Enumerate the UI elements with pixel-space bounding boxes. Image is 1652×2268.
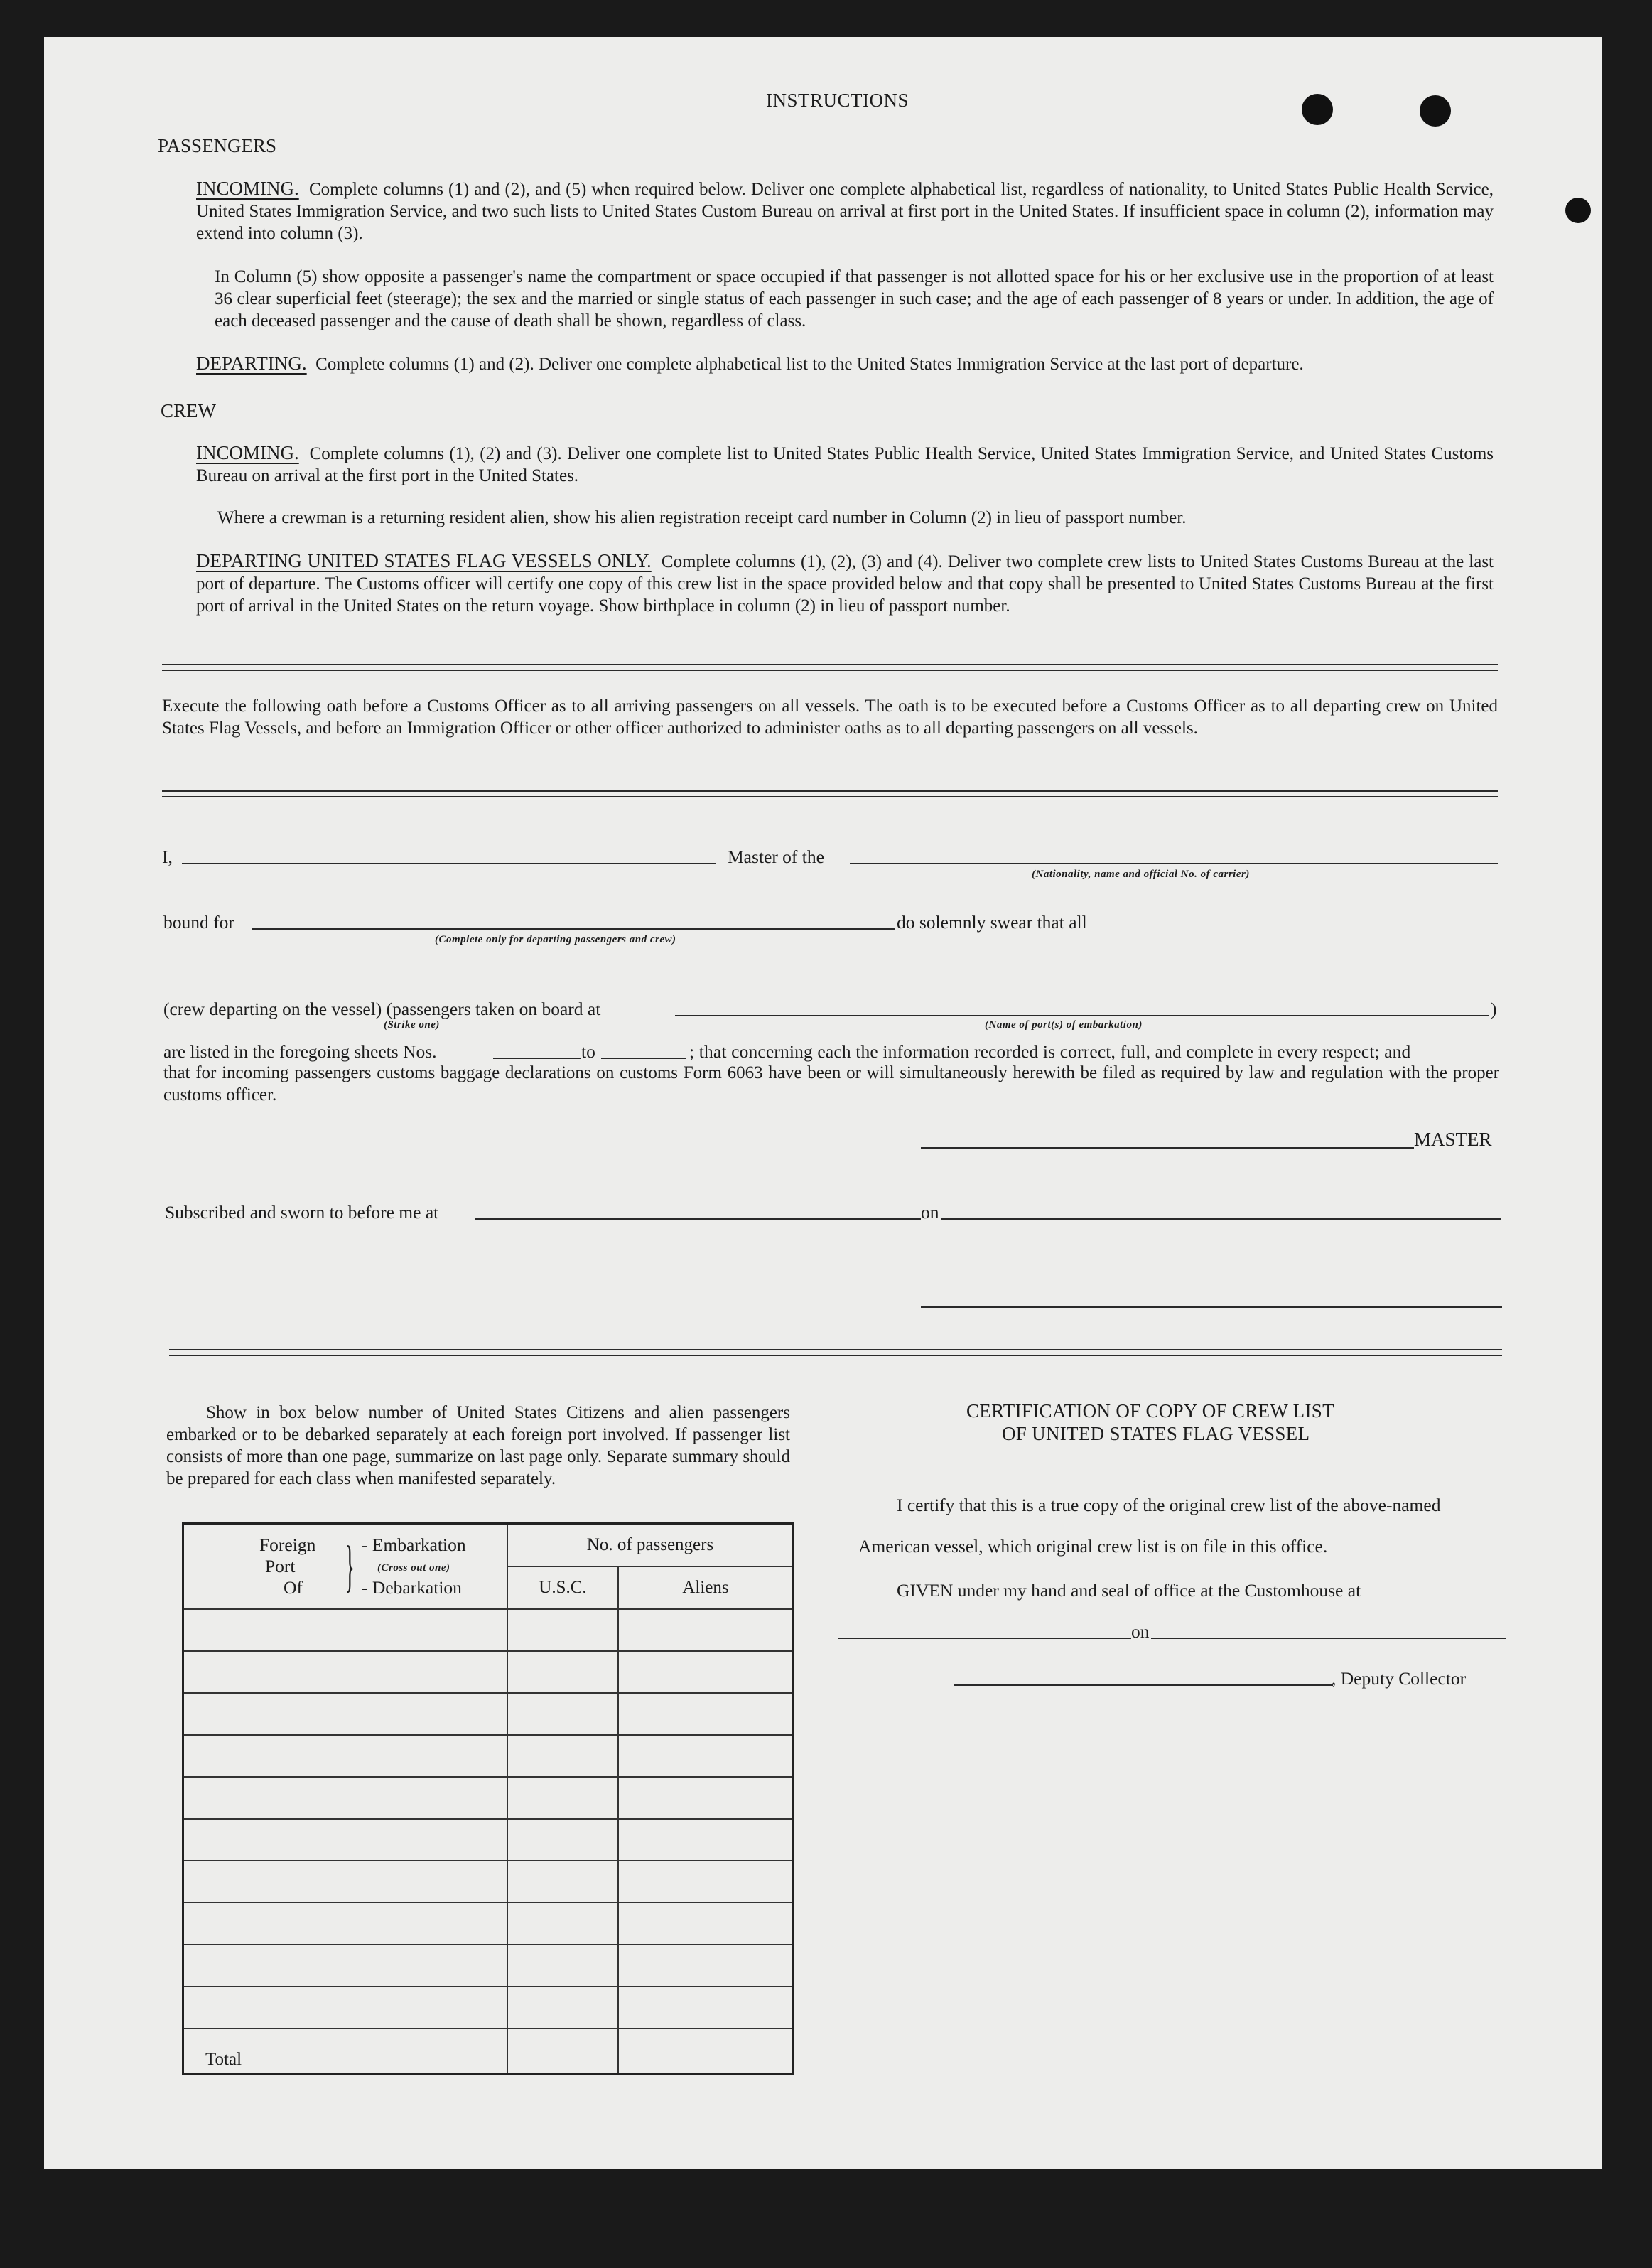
listed-rest: that for incoming passengers customs baggage declarations on customs Form 6063 have been or will simultaneously herewith be filed as required by law and regulation with the proper customs officer. xyxy=(163,1063,1499,1105)
passenger-summary-table xyxy=(182,1522,794,2075)
sworn-date-field[interactable] xyxy=(941,1218,1501,1220)
crew-incoming-text: Complete columns (1), (2) and (3). Deliver one complete list to United States Public Health Service, United States Immigration Service, and United States Customs Bureau on arrival at the first port in the United States. xyxy=(196,444,1494,485)
certification-date-field[interactable] xyxy=(1151,1638,1506,1639)
usc-cell[interactable] xyxy=(507,1609,618,1651)
sworn-place-field[interactable] xyxy=(475,1218,921,1220)
deputy-collector-label: , Deputy Collector xyxy=(1332,1668,1467,1689)
page-title: INSTRUCTIONS xyxy=(766,90,909,111)
sheet-to-field[interactable] xyxy=(601,1058,686,1059)
crew-departing-paragraph xyxy=(196,550,1494,617)
oath-i-label: I, xyxy=(162,847,173,867)
aliens-cell[interactable] xyxy=(618,1903,794,1945)
aliens-cell[interactable] xyxy=(618,1609,794,1651)
listed-suffix: ; that concerning each the information recorded is correct, full, and complete in every respect; and xyxy=(689,1041,1411,1062)
col-usc: U.S.C. xyxy=(507,1566,618,1609)
certification-line-1: I certify that this is a true copy of the original crew list of the above-named xyxy=(897,1495,1441,1515)
passengers-departing-text: Complete columns (1) and (2). Deliver one complete alphabetical list to the United States Immigration Service at the last port of departure. xyxy=(315,355,1304,374)
swear-text: do solemnly swear that all xyxy=(897,912,1087,933)
subscribed-label: Subscribed and sworn to before me at xyxy=(165,1202,439,1222)
passengers-incoming-label: INCOMING. xyxy=(196,178,299,199)
master-signature-line[interactable] xyxy=(921,1147,1414,1149)
aliens-cell[interactable] xyxy=(618,1945,794,1987)
master-of-label: Master of the xyxy=(728,847,824,867)
usc-cell[interactable] xyxy=(507,1903,618,1945)
section-divider xyxy=(169,1349,1502,1356)
aliens-cell[interactable] xyxy=(618,1819,794,1861)
certification-line-3: GIVEN under my hand and seal of office at the Customhouse at xyxy=(897,1580,1361,1601)
col-aliens: Aliens xyxy=(618,1566,794,1609)
passengers-heading: PASSENGERS xyxy=(158,135,277,156)
sworn-on-word: on xyxy=(921,1202,939,1222)
foreign-port-header xyxy=(183,1524,508,1610)
crew-incoming-paragraph xyxy=(196,442,1494,487)
port-cell[interactable] xyxy=(183,1819,508,1861)
aliens-cell[interactable] xyxy=(618,1735,794,1777)
passengers-incoming-text: Complete columns (1) and (2), and (5) when required below. Deliver one complete alphabetical list, regardless of nationality, to United States Public Health Service, United States Immigration Service, and two such lists to United States Custom Bureau on arrival at first port in the United States. If insufficient space in column (2), information may extend into column (3). xyxy=(196,180,1494,243)
punch-hole-right xyxy=(1420,95,1451,127)
crew-departing-label: DEPARTING UNITED STATES FLAG VESSELS ONLY. xyxy=(196,550,652,571)
aliens-cell[interactable] xyxy=(618,1777,794,1819)
embarkation-port-field[interactable] xyxy=(675,1015,1489,1016)
usc-cell[interactable] xyxy=(507,1819,618,1861)
deputy-collector-signature-line[interactable] xyxy=(954,1684,1333,1686)
usc-cell[interactable] xyxy=(507,1777,618,1819)
bound-for-field[interactable] xyxy=(252,928,895,930)
bound-hint: (Complete only for departing passengers and crew) xyxy=(435,934,676,945)
port-cell[interactable] xyxy=(183,1693,508,1735)
certification-on-word: on xyxy=(1131,1621,1150,1642)
port-cell[interactable] xyxy=(183,1987,508,2028)
header-brace: } xyxy=(345,1535,355,1598)
table-row xyxy=(183,1945,794,1987)
total-row xyxy=(183,2028,794,2074)
usc-cell[interactable] xyxy=(507,1945,618,1987)
section-divider xyxy=(162,664,1498,671)
aliens-cell[interactable] xyxy=(618,1693,794,1735)
usc-cell[interactable] xyxy=(507,1861,618,1903)
port-cell[interactable] xyxy=(183,1945,508,1987)
bound-for-label: bound for xyxy=(163,912,234,933)
sheet-from-field[interactable] xyxy=(493,1058,581,1059)
listed-prefix: are listed in the foregoing sheets Nos. xyxy=(163,1041,437,1062)
crew-departing-text: (crew departing on the vessel) (passengers taken on board at xyxy=(163,999,601,1019)
col-of: Of xyxy=(284,1577,303,1598)
aliens-cell[interactable] xyxy=(618,1651,794,1693)
port-cell[interactable] xyxy=(183,1777,508,1819)
usc-cell[interactable] xyxy=(507,1987,618,2028)
crew-resident-text: Where a crewman is a returning resident alien, show his alien registration receipt card number in Column (2) in lieu of passport number. xyxy=(217,508,1187,527)
certification-line-2: American vessel, which original crew list is on file in this office. xyxy=(858,1536,1328,1557)
port-cell[interactable] xyxy=(183,1735,508,1777)
port-cell[interactable] xyxy=(183,1861,508,1903)
table-row xyxy=(183,1903,794,1945)
crew-departing-text: Complete columns (1), (2), (3) and (4). Deliver two complete crew lists to United States Customs Bureau at the last port of departure. The Customs officer will certify one copy of this crew list in the space provided below and that copy shall be presented to United States Customs Bureau at the first port of arrival in the United States on the return voyage. Show birthplace in column (2) in lieu of passport number. xyxy=(196,552,1494,616)
nationality-hint: (Nationality, name and official No. of carrier) xyxy=(1032,869,1250,880)
crew-heading: CREW xyxy=(161,400,216,421)
table-row xyxy=(183,1651,794,1693)
officer-signature-line[interactable] xyxy=(921,1306,1502,1308)
aliens-cell[interactable] xyxy=(618,1987,794,2028)
port-cell[interactable] xyxy=(183,1609,508,1651)
passengers-column5-text: In Column (5) show opposite a passenger's name the compartment or space occupied if that passenger is not allotted space for his or her exclusive use in the proportion of at least 36 clear superficial feet (steerage); the sex and the married or single status of each passenger in such case; and the age of each passenger of 8 years or under. In addition, the age of each deceased passenger and the cause of death shall be shown, regardless of class. xyxy=(215,267,1494,330)
punch-hole-edge xyxy=(1565,198,1591,223)
table-row xyxy=(183,1777,794,1819)
usc-cell[interactable] xyxy=(507,1735,618,1777)
certification-title-2: OF UNITED STATES FLAG VESSEL xyxy=(1002,1423,1310,1444)
usc-total-cell[interactable] xyxy=(507,2028,618,2074)
table-row xyxy=(183,1819,794,1861)
port-cell[interactable] xyxy=(183,1903,508,1945)
aliens-cell[interactable] xyxy=(618,1861,794,1903)
section-divider xyxy=(162,790,1498,797)
to-word: to xyxy=(581,1041,595,1062)
master-label: MASTER xyxy=(1414,1129,1492,1150)
summary-instructions: Show in box below number of United States Citizens and alien passengers embarked or to be debarked separately at each foreign port involved. If passenger list consists of more than one page, summarize on last page only. Separate summary should be prepared for each class when manifested separately. xyxy=(166,1403,790,1488)
usc-cell[interactable] xyxy=(507,1651,618,1693)
usc-cell[interactable] xyxy=(507,1693,618,1735)
col-debarkation: - Debarkation xyxy=(362,1577,462,1598)
carrier-field[interactable] xyxy=(850,863,1498,864)
port-cell[interactable] xyxy=(183,1651,508,1693)
master-name-field[interactable] xyxy=(182,863,716,864)
table-row xyxy=(183,1735,794,1777)
customhouse-field[interactable] xyxy=(838,1638,1131,1639)
aliens-total-cell[interactable] xyxy=(618,2028,794,2074)
crew-incoming-label: INCOMING. xyxy=(196,442,299,463)
col-embarkation: - Embarkation xyxy=(362,1535,466,1555)
port-hint: (Name of port(s) of embarkation) xyxy=(985,1019,1143,1031)
certification-title-1: CERTIFICATION OF COPY OF CREW LIST xyxy=(966,1400,1334,1421)
passengers-departing-label: DEPARTING. xyxy=(196,353,307,374)
table-row xyxy=(183,1987,794,2028)
strike-one-hint: (Strike one) xyxy=(384,1019,440,1031)
table-row xyxy=(183,1693,794,1735)
punch-hole-left xyxy=(1302,94,1333,125)
table-row xyxy=(183,1861,794,1903)
col-passengers: No. of passengers xyxy=(507,1524,794,1567)
total-label: Total xyxy=(183,2028,508,2074)
table-row xyxy=(183,1609,794,1651)
passengers-incoming-paragraph xyxy=(196,178,1494,244)
col-foreign: Foreign xyxy=(259,1535,316,1555)
passengers-departing-paragraph xyxy=(196,353,1494,375)
oath-intro: Execute the following oath before a Customs Officer as to all arriving passengers on all vessels. The oath is to be executed before a Customs Officer as to all departing crew on United States Flag Vessels, and before an Immigration Officer or other officer authorized to administer oaths as to all departing passengers on all vessels. xyxy=(162,697,1498,738)
close-paren: ) xyxy=(1491,999,1497,1019)
cross-out-hint: (Cross out one) xyxy=(377,1562,450,1574)
col-port: Port xyxy=(265,1556,296,1576)
